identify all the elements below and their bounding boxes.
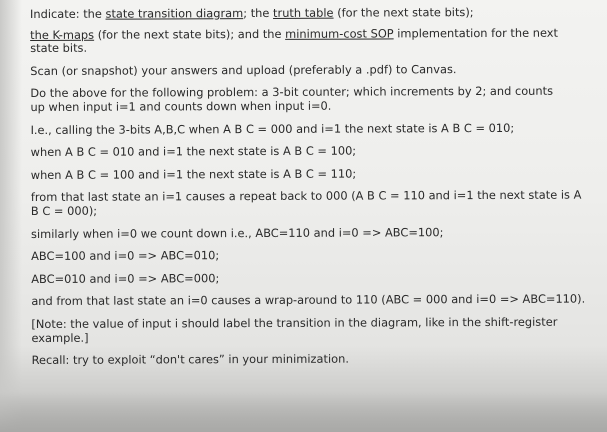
note-cont: example.]	[31, 330, 89, 345]
count-down-wrap: and from that last state an i=0 causes a wrap-around to 110 (ABC = 000 and i=0 => ABC=110).	[31, 291, 586, 309]
instruction-line-1: Indicate: the state transition diagram; the truth table (for the next state bits);	[30, 5, 474, 21]
count-up-wrap: from that last state an i=1 causes a repeat back to 000 (A B C = 110 and i=1 the next state is A	[30, 187, 582, 205]
upload-instruction: Scan (or snapshot) your answers and upload (preferably a .pdf) to Canvas.	[30, 61, 457, 78]
count-up-wrap-cont: B C = 000);	[30, 203, 98, 218]
recall-hint: Recall: try to exploit “don't cares” in your minimization.	[31, 351, 349, 368]
count-up-example-3: when A B C = 100 and i=1 the next state is A B C = 110;	[30, 166, 357, 182]
instruction-line-2-cont: state bits.	[30, 40, 88, 56]
minimum-cost-sop-term: minimum-cost SOP	[285, 26, 394, 41]
assignment-text	[30, 2, 592, 368]
truth-table-term: truth table	[272, 5, 334, 20]
k-maps-term: the K-maps	[30, 27, 95, 42]
left-shadow	[0, 0, 22, 432]
problem-statement: Do the above for the following problem: a 3-bit counter; which increments by 2; and counts	[30, 84, 554, 101]
note: [Note: the value of input i should label the transition in the diagram, like in the shift-register	[31, 314, 558, 331]
state-transition-diagram-term: state transition diagram	[105, 6, 244, 21]
instruction-line-2: the K-maps (for the next state bits); and the minimum-cost SOP implementation for the next	[30, 25, 558, 42]
count-up-example-1: I.e., calling the 3-bits A,B,C when A B C = 000 and i=1 the next state is A B C = 010;	[30, 120, 515, 137]
count-down-example-3: ABC=010 and i=0 => ABC=000;	[31, 270, 220, 286]
problem-statement-cont: up when input i=1 and counts down when input i=0.	[30, 98, 332, 114]
count-down-example-1: similarly when i=0 we count down i.e., ABC=110 and i=0 => ABC=100;	[30, 224, 444, 241]
count-down-example-2: ABC=100 and i=0 => ABC=010;	[31, 248, 220, 264]
count-up-example-2: when A B C = 010 and i=1 the next state is A B C = 100;	[30, 143, 357, 160]
bottom-shadow	[0, 392, 607, 432]
